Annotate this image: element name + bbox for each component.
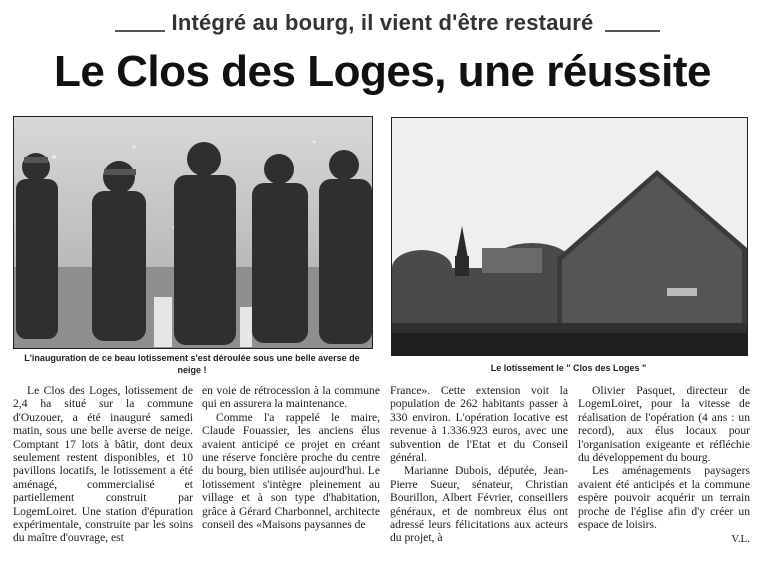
column-2-paragraph-1: en voie de rétrocession à la commune qui en assurera la maintenance. xyxy=(202,384,380,411)
kicker-line: Intégré au bourg, il vient d'être restauré xyxy=(171,10,594,35)
column-2-paragraph-2: Comme l'a rappelé le maire, Claude Fouassier, les anciens élus avaient anticipé ce projet en créant une réserve foncière proche du centre du bourg, bien utilisée aujourd'hui. Le lotissement s'intègre pleinement au village et à son type d'habitation, grâce à Gérard Charbonnel, architecte conseil des «Maisons paysannes de xyxy=(202,410,380,532)
article-column-3 xyxy=(390,384,568,545)
column-1-paragraph-1: Le Clos des Loges, lotissement de 2,4 ha situé sur la commune d'Ouzouer, a été inauguré samedi matin, sous une belle averse de neige. Comptant 17 lots à bâtir, dont deux seulement restent disponibles, et 10 pavillons locatifs, le lotissement a été aménagé, commercialisé et partiellement construit par LogemLoiret. Une station d'épuration expérimentale, construite par les soins du maître d'ouvrage, est xyxy=(13,384,193,545)
article-column-2 xyxy=(202,384,380,531)
article-column-1 xyxy=(13,384,193,545)
building-illustration xyxy=(392,118,747,355)
caption-inauguration: L'inauguration de ce beau lotissement s'est déroulée sous une belle averse de neige ! xyxy=(24,353,360,375)
caption-lotissement: Le lotissement le " Clos des Loges " xyxy=(490,363,647,373)
crowd-illustration xyxy=(14,117,372,348)
column-4-paragraph-2: Les aménagements paysagers avaient été anticipés et la commune espère pouvoir acquérir un terrain proche de l'église afin d'y créer un espace de loisirs. xyxy=(578,464,750,532)
photo-inauguration-crowd xyxy=(13,116,373,349)
photo-clos-des-loges xyxy=(391,117,748,356)
headline: Le Clos des Loges, une réussite xyxy=(54,47,711,96)
kicker-rule-right xyxy=(605,30,660,32)
column-4-paragraph-1: Olivier Pasquet, directeur de LogemLoiret, pour la vitesse de réalisation de l'opération (4 ans : un record), aux élus locaux pour l'organisation exigeante et réfléchie du développement du bourg. xyxy=(578,384,750,465)
author-signature: V.L. xyxy=(731,533,750,546)
column-3-paragraph-1: France». Cette extension voit la population de 262 habitants passer à 330 environ. L'opération locative est revenue à 1.336.923 euros, avec une subvention de l'Etat et du Conseil général. xyxy=(390,384,568,465)
column-3-paragraph-2: Marianne Dubois, députée, Jean-Pierre Sueur, sénateur, Christian Bourillon, Albert Février, conseillers généraux, et de nombreux élus ont adressé leurs félicitations aux acteurs du projet, à xyxy=(390,464,568,545)
article-column-4 xyxy=(578,384,750,547)
